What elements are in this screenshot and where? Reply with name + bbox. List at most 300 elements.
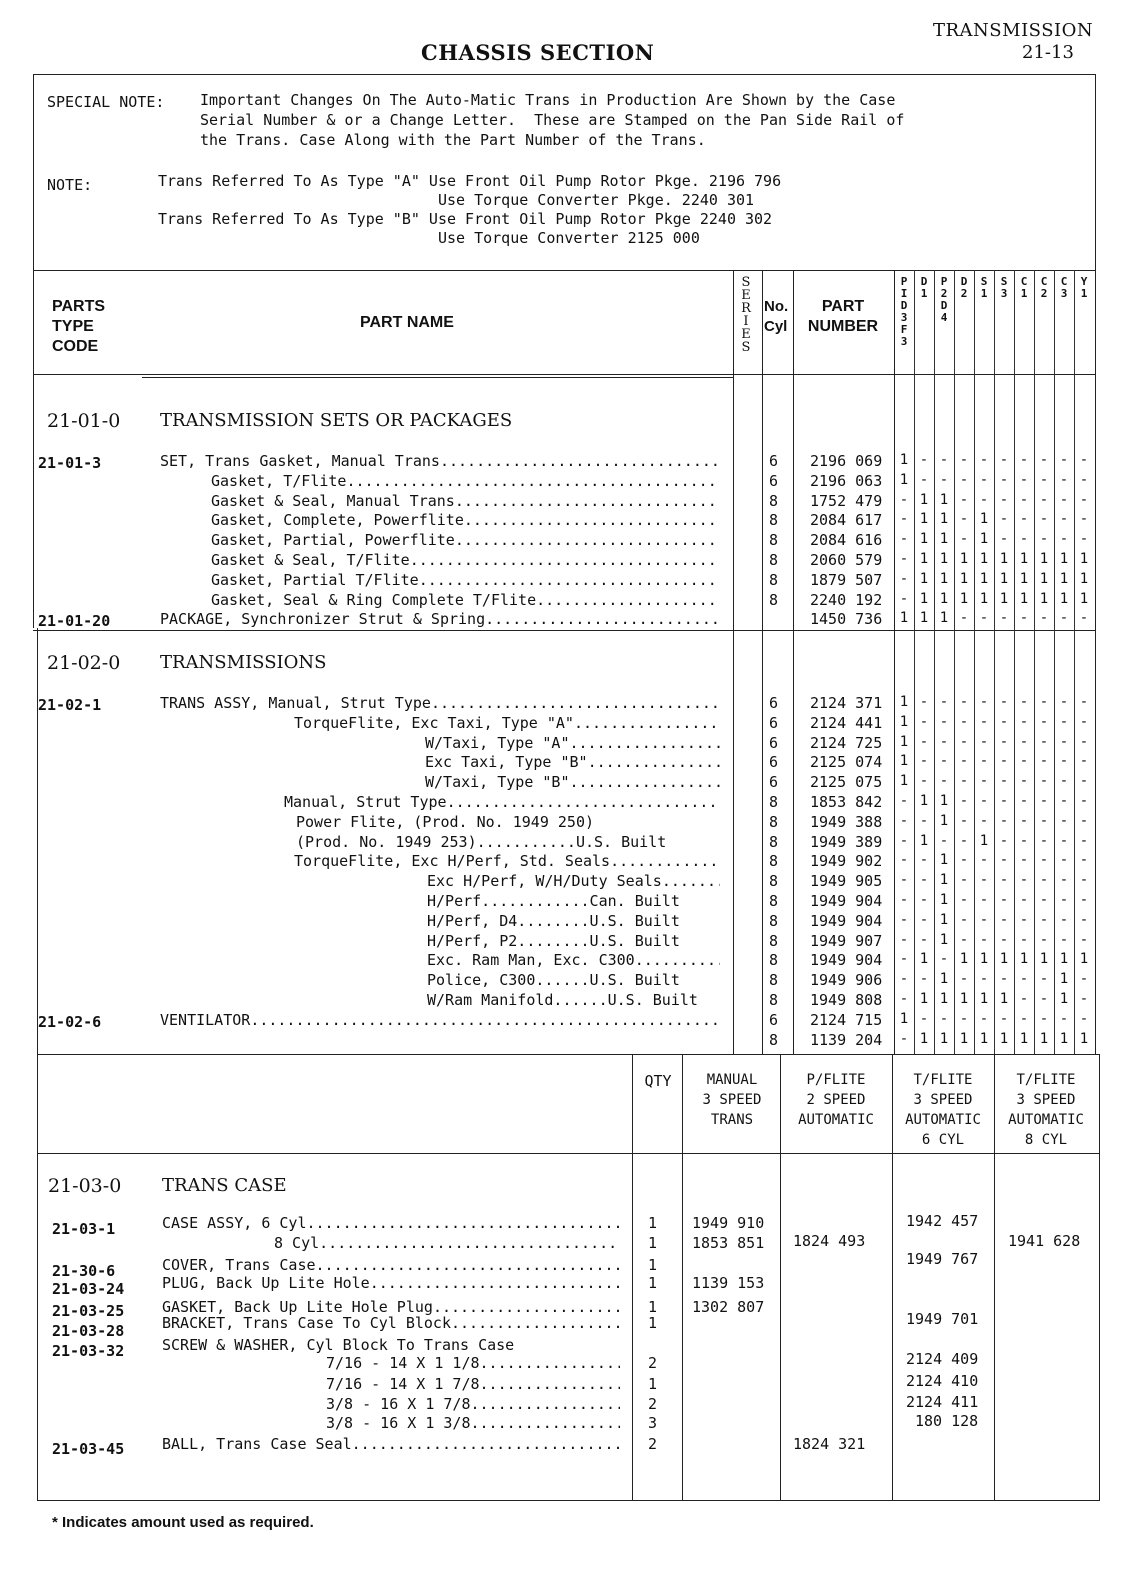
model-usage-cell: 1 — [919, 610, 929, 627]
model-usage-cell: - — [1019, 1010, 1029, 1027]
model-column-header-char: F — [900, 323, 908, 336]
leader-dots — [410, 551, 720, 569]
model-usage-cell: 1 — [899, 773, 909, 790]
model-column-header-char: 1 — [1020, 287, 1028, 300]
part-number: 2125 075 — [810, 773, 883, 792]
part-name: PLUG, Back Up Lite Hole — [162, 1274, 370, 1292]
model-usage-cell: - — [1039, 832, 1049, 849]
model-usage-cell: - — [999, 491, 1009, 508]
leader-dots — [662, 872, 720, 890]
model-usage-cell: - — [939, 753, 949, 770]
manual-part-number: 1853 851 — [692, 1234, 765, 1252]
part-name-row — [160, 452, 720, 470]
column-line — [994, 1054, 995, 1500]
model-usage-cell: - — [959, 812, 969, 829]
model-usage-cell: - — [1019, 610, 1029, 627]
model-usage-cell: - — [1039, 694, 1049, 710]
model-usage-cell: - — [1059, 471, 1069, 488]
model-usage-cell: - — [1079, 911, 1089, 928]
part-name-row — [160, 610, 720, 628]
model-usage-cell: - — [1039, 872, 1049, 889]
model-usage-cell: - — [919, 694, 929, 710]
part-name: CASE ASSY, 6 Cyl — [162, 1214, 307, 1232]
cyl-count: 6 — [769, 773, 779, 792]
model-column-header-char: 3 — [1000, 287, 1008, 300]
part-name: Manual, Strut Type — [284, 793, 447, 811]
model-usage-cell: 1 — [919, 1030, 929, 1047]
model-usage-cell: - — [1079, 471, 1089, 488]
part-name-row — [326, 1375, 620, 1393]
model-usage-cell: 1 — [919, 951, 929, 968]
cyl-count: 6 — [769, 1010, 779, 1029]
model-usage-cell: 1 — [1019, 951, 1029, 968]
model-usage-cell: 1 — [979, 590, 989, 607]
section-code: 21-02-0 — [47, 652, 121, 674]
part-number: 2124 715 — [810, 1010, 883, 1029]
column-line — [892, 1054, 893, 1500]
cyl-count: 8 — [769, 892, 779, 910]
model-usage-cell: - — [919, 733, 929, 750]
model-usage-cell: - — [1059, 610, 1069, 627]
cyl-count: 8 — [769, 991, 779, 1009]
part-number: 2240 192 — [810, 590, 883, 609]
part-name: VENTILATOR — [160, 1010, 251, 1029]
model-usage-cell: - — [959, 713, 969, 730]
leader-dots — [419, 571, 720, 589]
model-usage-cell: - — [959, 911, 969, 928]
note-line: Trans Referred To As Type "B" Use Front Oil Pump Rotor Pkge 2240 302 — [158, 210, 773, 228]
part-name: H/Perf, D4........U.S. Built — [427, 911, 680, 930]
note-line: Use Torque Converter Pkge. 2240 301 — [158, 191, 755, 209]
model-column-header — [1035, 276, 1053, 300]
model-usage-cell: - — [979, 471, 989, 488]
model-usage-cell: - — [939, 951, 949, 968]
model-usage-cell: 1 — [939, 511, 949, 528]
model-usage-cell: - — [1019, 753, 1029, 770]
model-usage-cell: - — [1019, 511, 1029, 528]
model-usage-cell: - — [899, 911, 909, 928]
cyl-count: 6 — [769, 733, 779, 752]
header-parts-type-code: PARTS TYPE CODE — [52, 298, 106, 355]
model-usage-cell: - — [999, 892, 1009, 908]
model-usage-cell: - — [979, 852, 989, 869]
header-no-cyl: No. Cyl — [764, 298, 789, 335]
part-name: 3/8 - 16 X 1 7/8 — [326, 1395, 471, 1413]
header-pflite: 2 SPEED — [806, 1092, 866, 1108]
model-usage-cell: 1 — [959, 1030, 969, 1047]
quantity: 2 — [648, 1395, 658, 1413]
part-number: 2124 371 — [810, 694, 883, 712]
part-name: Gasket, T/Flite — [211, 471, 347, 490]
model-usage-cell: - — [959, 1010, 969, 1027]
column-line — [632, 1054, 633, 1500]
part-name: W/Taxi, Type "A" — [425, 733, 570, 752]
model-usage-cell: - — [899, 511, 909, 528]
part-name-row — [160, 1011, 720, 1029]
quantity: 1 — [648, 1375, 658, 1393]
model-column-header-char: S — [980, 275, 988, 288]
model-usage-cell: - — [899, 570, 909, 587]
model-usage-cell: - — [1059, 773, 1069, 790]
part-number: 2060 579 — [810, 551, 883, 569]
model-usage-cell: 1 — [939, 570, 949, 587]
model-usage-cell: - — [1079, 832, 1089, 849]
model-usage-cell: - — [1079, 491, 1089, 508]
model-usage-cell: 1 — [899, 610, 909, 627]
model-usage-cell: 1 — [1039, 551, 1049, 567]
model-usage-cell: 1 — [1019, 551, 1029, 567]
model-usage-cell: - — [959, 733, 969, 750]
part-type-code: 21-03-32 — [52, 1342, 125, 1360]
model-usage-cell: - — [999, 452, 1009, 468]
model-column-header-char: 4 — [940, 311, 948, 324]
model-usage-cell: - — [959, 892, 969, 908]
header-tflite8: AUTOMATIC — [1008, 1112, 1084, 1128]
model-column-header — [955, 276, 973, 300]
part-name: (Prod. No. 1949 253)...........U.S. Built — [296, 832, 667, 851]
header-manual: MANUAL — [706, 1072, 758, 1088]
manual-part-number: 1139 153 — [692, 1274, 765, 1292]
leader-dots — [370, 1274, 620, 1292]
torqueflite-6cyl-part-number: 2124 409 — [906, 1350, 979, 1368]
model-usage-cell: 1 — [959, 570, 969, 587]
cyl-count: 8 — [769, 931, 779, 950]
part-name: H/Perf, P2........U.S. Built — [427, 931, 680, 950]
cyl-count: 8 — [769, 951, 779, 970]
model-usage-cell: - — [899, 951, 909, 968]
header-tflite6: 3 SPEED — [913, 1092, 973, 1108]
model-usage-cell: - — [959, 694, 969, 710]
model-column-header-char: P — [940, 275, 948, 288]
model-usage-cell: 1 — [1059, 991, 1069, 1007]
powerflite-part-number: 1824 321 — [793, 1435, 866, 1453]
part-name: Exc H/Perf, W/H/Duty Seals — [427, 872, 662, 891]
model-usage-cell: - — [919, 931, 929, 948]
model-usage-cell: - — [979, 713, 989, 730]
model-usage-cell: - — [999, 852, 1009, 869]
model-usage-cell: - — [979, 872, 989, 889]
cyl-count: 6 — [769, 471, 779, 490]
part-number: 1949 907 — [810, 931, 883, 950]
model-usage-cell: - — [999, 872, 1009, 889]
model-usage-cell: 1 — [1039, 1030, 1049, 1047]
model-usage-cell: - — [1079, 971, 1089, 988]
model-usage-cell: - — [1039, 931, 1049, 948]
part-type-code: 21-01-3 — [38, 454, 102, 472]
model-usage-cell: - — [1059, 793, 1069, 809]
model-usage-cell: - — [919, 971, 929, 988]
model-usage-cell: - — [899, 832, 909, 849]
model-usage-cell: 1 — [979, 551, 989, 567]
table1-name-underline — [142, 377, 734, 378]
model-usage-cell: - — [959, 931, 969, 948]
model-usage-cell: - — [939, 733, 949, 750]
model-usage-cell: - — [1079, 931, 1089, 948]
part-number: 1949 904 — [810, 911, 883, 930]
part-name: PACKAGE, Synchronizer Strut & Spring — [160, 610, 486, 629]
cyl-count: 8 — [769, 511, 779, 530]
model-usage-cell: 1 — [939, 812, 949, 829]
model-usage-cell: - — [1079, 892, 1089, 908]
model-column-header-char: D — [940, 299, 948, 312]
model-usage-cell: - — [919, 892, 929, 908]
part-type-code: 21-01-20 — [38, 612, 111, 631]
part-type-code: 21-03-24 — [52, 1280, 125, 1298]
part-name: TorqueFlite, Exc H/Perf, Std. Seals — [294, 852, 611, 871]
cyl-count: 8 — [769, 491, 779, 510]
quantity: 2 — [648, 1354, 658, 1372]
quantity: 2 — [648, 1435, 658, 1453]
model-usage-cell: - — [959, 452, 969, 468]
model-usage-cell: - — [919, 812, 929, 829]
model-usage-cell: - — [1019, 911, 1029, 928]
model-usage-cell: - — [1019, 452, 1029, 468]
part-name: COVER, Trans Case — [162, 1256, 316, 1274]
model-usage-cell: - — [959, 471, 969, 488]
footnote: * Indicates amount used as required. — [52, 1514, 314, 1531]
model-usage-cell: 1 — [979, 832, 989, 849]
cyl-count: 8 — [769, 852, 779, 871]
model-usage-cell: - — [1039, 753, 1049, 770]
model-column-header-char: C — [1060, 275, 1068, 288]
model-usage-cell: - — [1039, 471, 1049, 488]
section-code: 21-01-0 — [47, 410, 121, 432]
model-usage-cell: 1 — [979, 991, 989, 1007]
header-part-name: PART NAME — [360, 314, 454, 331]
model-usage-cell: - — [899, 971, 909, 988]
cyl-count: 6 — [769, 753, 779, 772]
model-usage-cell: - — [979, 892, 989, 908]
model-column-header-char: D — [900, 299, 908, 312]
leader-dots — [471, 1395, 621, 1413]
model-usage-cell: 1 — [1079, 951, 1089, 968]
part-type-code: 21-03-28 — [52, 1322, 125, 1340]
model-usage-cell: - — [939, 832, 949, 849]
part-name-row — [162, 1274, 620, 1292]
model-column-header-char: D — [920, 275, 928, 288]
model-usage-cell: - — [1059, 872, 1069, 889]
section-code: 21-03-0 — [48, 1175, 122, 1197]
model-usage-cell: - — [1019, 832, 1029, 849]
model-usage-cell: - — [919, 911, 929, 928]
model-usage-cell: - — [1039, 773, 1049, 790]
leader-dots — [451, 1314, 620, 1332]
model-usage-cell: - — [999, 713, 1009, 730]
leader-dots — [464, 511, 720, 529]
quantity: 1 — [648, 1256, 658, 1274]
model-usage-cell: - — [959, 753, 969, 770]
torqueflite-6cyl-part-number: 2124 411 — [906, 1393, 979, 1411]
model-column-header-char: 2 — [940, 287, 948, 300]
part-name: W/Taxi, Type "B" — [425, 773, 570, 792]
leader-dots — [480, 1375, 620, 1393]
leader-dots — [455, 531, 720, 549]
part-number: 2084 616 — [810, 531, 883, 550]
model-usage-cell: - — [939, 713, 949, 730]
model-usage-cell: - — [1079, 872, 1089, 889]
group-title: TRANSMISSION — [933, 20, 1094, 41]
model-usage-cell: - — [999, 931, 1009, 948]
model-usage-cell: 1 — [1079, 590, 1089, 607]
part-number: 1752 479 — [810, 491, 883, 510]
model-usage-cell: - — [1039, 452, 1049, 468]
part-name-row — [294, 852, 720, 870]
model-usage-cell: 1 — [1059, 551, 1069, 567]
model-usage-cell: - — [1079, 610, 1089, 627]
header-tflite8: T/FLITE — [1016, 1072, 1076, 1088]
model-usage-cell: - — [1079, 852, 1089, 869]
section-title: TRANS CASE — [162, 1175, 287, 1196]
model-usage-cell: - — [1059, 911, 1069, 928]
part-name: Gasket, Seal & Ring Complete T/Flite — [211, 590, 537, 609]
part-name: 8 Cyl — [274, 1234, 320, 1252]
manual-part-number: 1302 807 — [692, 1298, 765, 1316]
model-usage-cell: - — [979, 753, 989, 770]
model-usage-cell: - — [999, 610, 1009, 627]
model-column-header-char: 3 — [900, 335, 908, 348]
model-column-header — [1055, 276, 1073, 300]
header-manual: TRANS — [710, 1112, 754, 1128]
part-number: 1949 902 — [810, 852, 883, 871]
quantity: 1 — [648, 1298, 658, 1316]
model-usage-cell: - — [999, 694, 1009, 710]
model-usage-cell: - — [919, 773, 929, 790]
part-name: Gasket, Complete, Powerflite — [211, 511, 464, 530]
model-usage-cell: 1 — [1039, 590, 1049, 607]
model-usage-cell: - — [1059, 931, 1069, 948]
part-name-row — [425, 753, 720, 771]
model-usage-cell: 1 — [979, 951, 989, 968]
model-usage-cell: - — [1079, 793, 1089, 809]
model-usage-cell: - — [959, 971, 969, 988]
cyl-count: 8 — [769, 832, 779, 851]
model-usage-cell: - — [899, 991, 909, 1007]
column-line — [793, 270, 794, 1054]
model-usage-cell: 1 — [939, 793, 949, 809]
model-column-header-char: D — [960, 275, 968, 288]
leader-dots — [635, 951, 720, 969]
part-name-row — [211, 492, 720, 510]
special-note-line: Serial Number & or a Change Letter. These are Stamped on the Pan Side Rail of — [200, 111, 905, 129]
table2-header-bottom — [37, 1153, 1100, 1154]
model-column-header — [1075, 276, 1093, 300]
model-usage-cell: - — [1059, 713, 1069, 730]
model-usage-cell: - — [1059, 892, 1069, 908]
part-name-row — [211, 472, 720, 490]
model-usage-cell: - — [979, 1010, 989, 1027]
column-line — [780, 1054, 781, 1500]
model-usage-cell: 1 — [979, 511, 989, 528]
model-usage-cell: 1 — [999, 551, 1009, 567]
leader-dots — [536, 591, 720, 609]
model-usage-cell: - — [1059, 832, 1069, 849]
powerflite-part-number: 1824 493 — [793, 1232, 866, 1250]
header-pflite: AUTOMATIC — [798, 1112, 874, 1128]
cyl-count: 8 — [769, 551, 779, 569]
torqueflite-6cyl-part-number: 1949 701 — [906, 1310, 979, 1328]
model-column-header-char: S — [1000, 275, 1008, 288]
model-usage-cell: 1 — [1019, 1030, 1029, 1047]
model-usage-cell: 1 — [899, 1010, 909, 1027]
model-column-header-char: C — [1020, 275, 1028, 288]
model-usage-cell: 1 — [959, 991, 969, 1007]
torqueflite-8cyl-part-number: 1941 628 — [1008, 1232, 1081, 1250]
part-name: TorqueFlite, Exc Taxi, Type "A" — [294, 713, 574, 732]
cyl-count: 8 — [769, 531, 779, 550]
header-tflite6: 6 CYL — [921, 1132, 965, 1148]
model-usage-cell: - — [1019, 852, 1029, 869]
model-usage-cell: - — [1079, 694, 1089, 710]
model-usage-cell: 1 — [959, 951, 969, 968]
part-name: Exc. Ram Man, Exc. C300 — [427, 951, 635, 970]
model-usage-cell: - — [1019, 713, 1029, 730]
model-usage-cell: - — [959, 832, 969, 849]
part-number: 1949 905 — [810, 872, 883, 891]
header-tflite6: T/FLITE — [913, 1072, 973, 1088]
model-usage-cell: - — [1039, 733, 1049, 750]
part-number: 2124 441 — [810, 713, 883, 732]
model-usage-cell: - — [1079, 733, 1089, 750]
part-name-row — [160, 694, 720, 712]
part-name-row — [211, 551, 720, 569]
model-usage-cell: 1 — [1059, 570, 1069, 587]
torqueflite-6cyl-part-number: 1949 767 — [906, 1250, 979, 1268]
special-note-line: the Trans. Case Along with the Part Number of the Trans. — [200, 131, 706, 149]
model-usage-cell: 1 — [979, 1030, 989, 1047]
part-name: Power Flite, (Prod. No. 1949 250) — [296, 812, 595, 831]
model-usage-cell: 1 — [1059, 590, 1069, 607]
part-name-row — [326, 1395, 620, 1413]
model-usage-cell: - — [979, 911, 989, 928]
model-usage-cell: - — [979, 694, 989, 710]
model-usage-cell: - — [919, 852, 929, 869]
frame-right — [1095, 74, 1096, 1054]
model-usage-cell: 1 — [999, 951, 1009, 968]
part-number: 1949 904 — [810, 951, 883, 970]
model-usage-cell: - — [959, 511, 969, 528]
model-usage-cell: - — [1059, 452, 1069, 468]
table1-header-bottom — [33, 374, 1096, 375]
quantity: 3 — [648, 1414, 658, 1432]
cyl-count: 8 — [769, 812, 779, 831]
model-usage-cell: - — [1059, 753, 1069, 770]
leader-dots — [346, 472, 720, 490]
note-line: Use Torque Converter 2125 000 — [158, 229, 700, 247]
model-usage-cell: - — [1019, 892, 1029, 908]
section-title: CHASSIS SECTION — [421, 40, 655, 65]
model-usage-cell: - — [979, 773, 989, 790]
model-usage-cell: - — [1039, 713, 1049, 730]
model-usage-cell: 1 — [919, 832, 929, 849]
page-number: 21-13 — [1022, 42, 1074, 63]
model-usage-cell: 1 — [899, 753, 909, 770]
table1-header-top — [33, 270, 1096, 271]
leader-dots — [570, 734, 721, 752]
model-usage-cell: - — [959, 872, 969, 889]
model-usage-cell: - — [899, 931, 909, 948]
header-part-number: PART NUMBER — [807, 298, 879, 335]
part-type-code: 21-02-6 — [38, 1012, 102, 1031]
model-column-header-char: C — [1040, 275, 1048, 288]
model-usage-cell: - — [919, 753, 929, 770]
part-name-row — [211, 571, 720, 589]
leader-dots — [307, 1214, 621, 1232]
model-column-header — [975, 276, 993, 300]
frame-right-lower — [1099, 1054, 1100, 1501]
model-usage-cell: - — [1019, 991, 1029, 1007]
model-usage-cell: - — [999, 773, 1009, 790]
torqueflite-6cyl-part-number: 180 128 — [915, 1412, 979, 1430]
